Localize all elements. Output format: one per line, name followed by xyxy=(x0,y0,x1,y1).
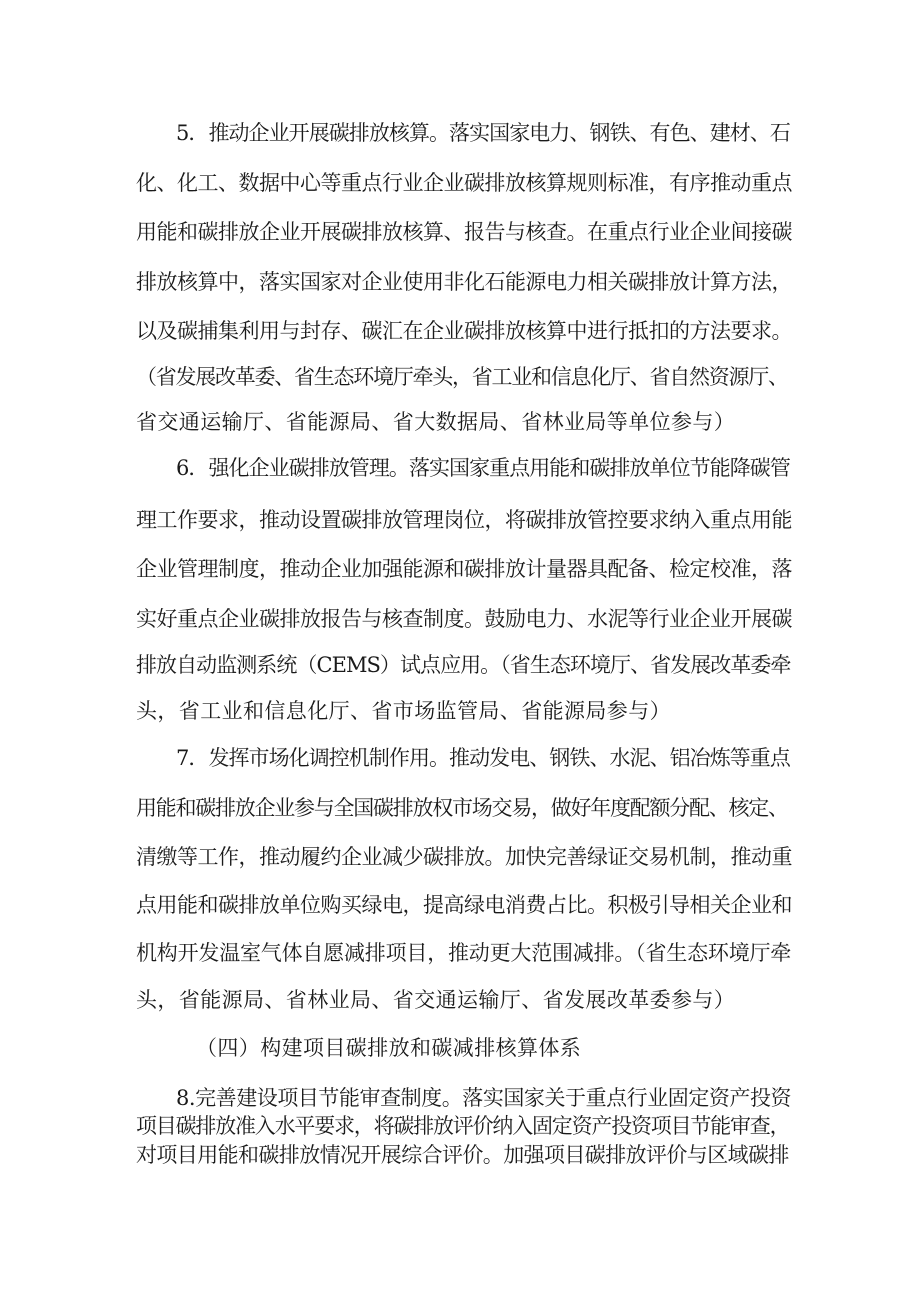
text-line: 排放自动监测系统（CEMS）试点应用。（省生态环境厅、省发展改革委牵 xyxy=(136,653,791,677)
text-line: 5．推动企业开展碳排放核算。落实国家电力、钢铁、有色、建材、石 xyxy=(176,121,790,145)
text-line: 用能和碳排放企业开展碳排放核算、报告与核查。在重点行业企业间接碳 xyxy=(136,220,792,244)
text-line: 以及碳捕集利用与封存、碳汇在企业碳排放核算中进行抵扣的方法要求。 xyxy=(136,319,792,343)
text-line: 8.完善建设项目节能审查制度。落实国家关于重点行业固定资产投资 xyxy=(176,1086,792,1110)
text-line: 省交通运输厅、省能源局、省大数据局、省林业局等单位参与） xyxy=(136,410,736,434)
text-line: 机构开发温室气体自愿减排项目，推动更大范围减排。（省生态环境厅牵 xyxy=(136,941,792,965)
text-line: 用能和碳排放企业参与全国碳排放权市场交易，做好年度配额分配、核定、 xyxy=(136,796,788,820)
text-line: 化、化工、数据中心等重点行业企业碳排放核算规则标准，有序推动重点 xyxy=(136,171,792,195)
text-line: 对项目用能和碳排放情况开展综合评价。加强项目碳排放评价与区域碳排 xyxy=(136,1143,789,1167)
section-heading: （四）构建项目碳排放和碳减排核算体系 xyxy=(196,1036,582,1060)
text-line: 清缴等工作，推动履约企业减少碳排放。加快完善绿证交易机制，推动重 xyxy=(136,845,792,869)
text-line: 排放核算中，落实国家对企业使用非化石能源电力相关碳排放计算方法， xyxy=(136,270,792,294)
text-line: 头，省能源局、省林业局、省交通运输厅、省发展改革委参与） xyxy=(136,988,736,1012)
text-line: 项目碳排放准入水平要求，将碳排放评价纳入固定资产投资项目节能审查， xyxy=(136,1114,790,1138)
text-line: 实好重点企业碳排放报告与核查制度。鼓励电力、水泥等行业企业开展碳 xyxy=(136,607,792,631)
text-line: 头，省工业和信息化厅、省市场监管局、省能源局参与） xyxy=(136,699,671,723)
text-line: 6．强化企业碳排放管理。落实国家重点用能和碳排放单位节能降碳管 xyxy=(176,456,790,480)
text-line: 理工作要求，推动设置碳排放管理岗位，将碳排放管控要求纳入重点用能 xyxy=(136,508,792,532)
text-line: （省发展改革委、省生态环境厅牵头，省工业和信息化厅、省自然资源厅、 xyxy=(136,365,788,389)
text-line: 7．发挥市场化调控机制作用。推动发电、钢铁、水泥、铝冶炼等重点 xyxy=(176,746,790,770)
text-line: 点用能和碳排放单位购买绿电，提高绿电消费占比。积极引导相关企业和 xyxy=(136,893,792,917)
text-line: 企业管理制度，推动企业加强能源和碳排放计量器具配备、检定校准，落 xyxy=(136,557,792,581)
